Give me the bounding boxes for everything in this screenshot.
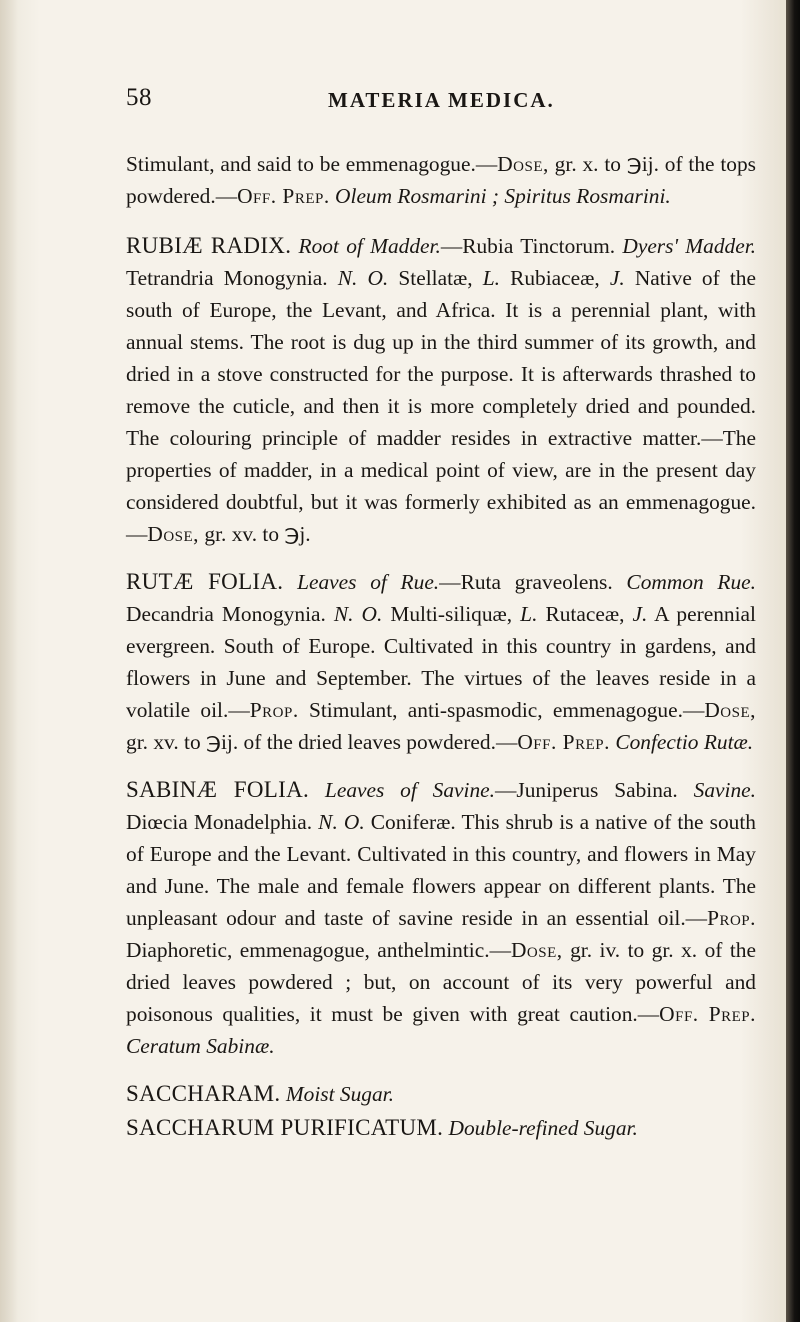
entry-description: This shrub is a native of the south of Europe and the Levant. Cultivated in this country, and flowers in May and June. The male and female flowers appear on different plants. The unpleasant odour and taste of savine reside in an essential oil.—	[126, 810, 756, 930]
entry-heading: SABINÆ FOLIA.	[126, 777, 310, 802]
english-name: Root of Madder.	[298, 234, 441, 258]
dose-text: gr. iv. to gr. x. of the dried leaves powdered ; but, on account of its very powerful and poisonous qualities, it must be given with great caution.—	[126, 938, 756, 1026]
entry-heading: SACCHARUM PURIFICATUM.	[126, 1115, 444, 1140]
entry-sabinae-folia	[126, 774, 756, 1062]
entry-description: A perennial evergreen. South of Europe. Cultivated in this country in gardens, and flowers in June and September. The virtues of the leaves reside in a volatile oil.—	[126, 602, 756, 722]
english-name: Leaves of Savine.	[324, 778, 495, 802]
dose-label: Dose,	[147, 522, 200, 546]
entry-saccharum-purificatum	[126, 1112, 756, 1144]
natural-order: Coniferæ.	[370, 810, 456, 834]
english-name: Moist Sugar.	[285, 1082, 394, 1106]
page-header	[126, 84, 746, 124]
dose-label: Dose,	[510, 938, 563, 962]
jussieu-label: J.	[609, 266, 625, 290]
family: Rubiaceæ,	[510, 266, 600, 290]
off-prep-label: Off. Prep.	[237, 184, 330, 208]
dose-label: Dose,	[704, 698, 756, 722]
entry-heading: RUBIÆ RADIX.	[126, 233, 292, 258]
natural-order: Stellatæ,	[398, 266, 473, 290]
dose-text: gr. xv. to ℈j.	[204, 522, 311, 546]
classification: Tetrandria Monogynia.	[126, 266, 328, 290]
entry-saccharam	[126, 1078, 756, 1110]
linnaeus-label: L.	[482, 266, 500, 290]
common-name: Dyers' Madder.	[622, 234, 757, 258]
common-name: Savine.	[693, 778, 756, 802]
common-name: Common Rue.	[626, 570, 756, 594]
entry-rutae-folia	[126, 566, 756, 758]
natural-order-label: N. O.	[337, 266, 389, 290]
properties-text: Diaphoretic, emmenagogue, anthelmintic.—	[126, 938, 511, 962]
prop-label: Prop.	[249, 698, 299, 722]
page-right-edge-binding	[786, 0, 800, 1322]
page-number: 58	[126, 84, 152, 111]
family: Rutaceæ,	[545, 602, 625, 626]
linnaeus-label: L.	[520, 602, 538, 626]
off-prep-label: Off. Prep.	[659, 1002, 756, 1026]
classification: Diœcia Monadelphia.	[126, 810, 313, 834]
page-left-edge-shadow	[0, 0, 18, 1322]
jussieu-label: J.	[632, 602, 648, 626]
page-body	[126, 148, 756, 1160]
english-name: Double-refined Sugar.	[448, 1116, 638, 1140]
entry-text: Stimulant, and said to be emmenagogue.—	[126, 152, 498, 176]
entry-rubiae-radix	[126, 230, 756, 550]
entry-description: Native of the south of Europe, the Levant, and Africa. It is a perennial plant, with annual stems. The root is dug up in the third summer of its growth, and dried in a stove constructed for the purpose. It is afterwards thrashed to remove the cuticle, and then it is more completely dried and pounded. The colouring principle of madder resides in extractive matter.—The properties of madder, in a medical point of view, are in the present day considered doubtful, but it was formerly exhibited as an emmenagogue.—	[126, 266, 756, 546]
classification: Decandria Monogynia.	[126, 602, 326, 626]
natural-order-label: N. O.	[318, 810, 365, 834]
entry-rosmarinus-continuation	[126, 148, 756, 212]
prep-names: Ceratum Sabinæ.	[126, 1034, 275, 1058]
running-head: MATERIA MEDICA.	[328, 88, 555, 112]
species-name: —Juniperus Sabina.	[495, 778, 678, 802]
dose-label: Dose,	[497, 152, 549, 176]
prep-names: Oleum Rosmarini ; Spiritus Rosmarini.	[335, 184, 671, 208]
english-name: Leaves of Rue.	[297, 570, 440, 594]
prep-names: Confectio Rutæ.	[615, 730, 754, 754]
entry-heading: RUTÆ FOLIA.	[126, 569, 284, 594]
prop-label: Prop.	[707, 906, 756, 930]
natural-order-label: N. O.	[333, 602, 383, 626]
entry-text: gr. x. to ℈ij. of the tops powdered.—	[126, 152, 756, 208]
natural-order: Multi-siliquæ,	[390, 602, 513, 626]
properties-text: Stimulant, anti-spasmodic, emmenagogue.—	[308, 698, 705, 722]
species-name: —Ruta graveolens.	[439, 570, 613, 594]
species-name: —Rubia Tinctorum.	[440, 234, 616, 258]
entry-heading: SACCHARAM.	[126, 1081, 281, 1106]
dose-text: gr. xv. to ℈ij. of the dried leaves powdered.—	[126, 730, 518, 754]
off-prep-label: Off. Prep.	[517, 730, 610, 754]
